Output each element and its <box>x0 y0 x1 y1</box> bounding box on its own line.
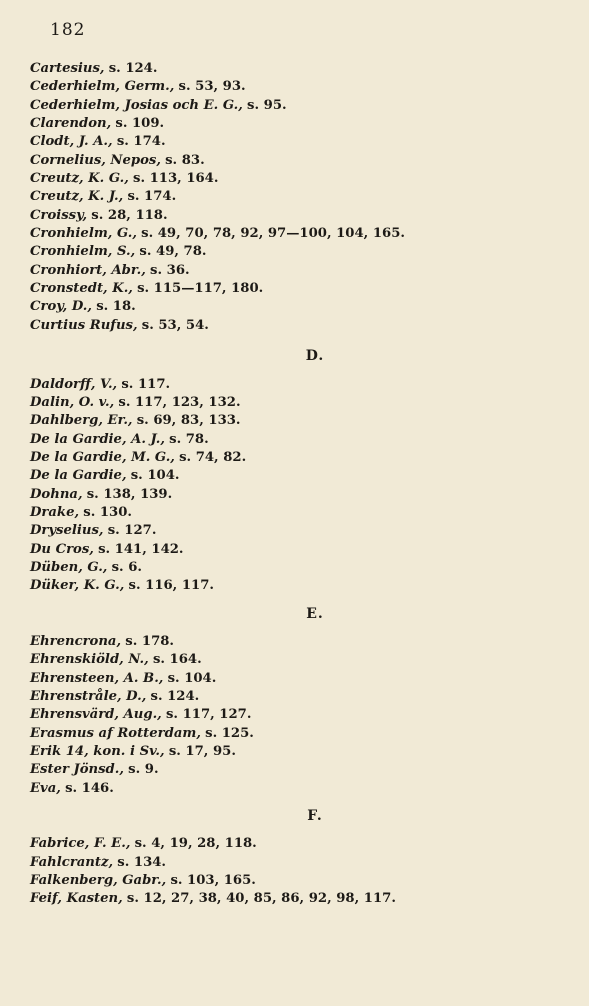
index-entry <box>30 225 570 243</box>
index-entry <box>30 835 570 853</box>
entry-refs: s. 164. <box>152 652 202 668</box>
index-entry <box>30 78 570 96</box>
index-entry <box>30 541 570 559</box>
entry-name: Ester Jönsd., <box>30 762 124 778</box>
entry-name: Croy, D., <box>30 299 92 315</box>
entry-refs: s. 95. <box>247 97 287 113</box>
index-entry <box>30 376 570 394</box>
entry-refs: s. 53, 93. <box>178 79 246 95</box>
index-entry <box>30 854 570 872</box>
entry-refs: s. 124. <box>108 61 158 76</box>
index-entry <box>30 467 570 485</box>
index-entry <box>30 743 570 761</box>
entry-name: Creutz, K. J., <box>30 189 124 205</box>
index-entry <box>30 317 570 335</box>
index-entry <box>30 688 570 706</box>
entry-refs: s. 4, 19, 28, 118. <box>134 836 257 852</box>
index-entry <box>30 133 570 151</box>
index-group-d <box>30 376 570 596</box>
entry-name: Cartesius, <box>30 61 105 76</box>
entry-refs: s. 178. <box>125 633 175 649</box>
index-entry <box>30 431 570 449</box>
index-entry <box>30 412 570 430</box>
index-group-f <box>30 835 570 908</box>
entry-name: Ehrensvärd, Aug., <box>30 707 162 723</box>
entry-name: Erik 14, kon. i Sv., <box>30 744 165 760</box>
index-entry <box>30 394 570 412</box>
entry-refs: s. 103, 165. <box>170 873 256 889</box>
index-entry <box>30 780 570 798</box>
index-entry <box>30 97 570 115</box>
entry-refs: s. 146. <box>65 780 114 796</box>
entry-refs: s. 117, 123, 132. <box>118 394 241 410</box>
entry-name: Feif, Kasten, <box>30 891 123 907</box>
entry-name: Drake, <box>30 504 80 520</box>
entry-refs: s. 113, 164. <box>133 171 219 187</box>
entry-name: Clarendon, <box>30 116 112 132</box>
index-entry <box>30 188 570 206</box>
entry-name: Curtius Rufus, <box>30 317 138 333</box>
index-group-c <box>30 60 570 335</box>
entry-name: Eva, <box>30 780 61 796</box>
index-entry <box>30 243 570 261</box>
entry-name: Cornelius, Nepos, <box>30 152 161 168</box>
entry-refs: s. 115—117, 180. <box>137 281 264 297</box>
index-entry <box>30 115 570 133</box>
entry-refs: s. 174. <box>127 189 177 205</box>
entry-refs: s. 124. <box>150 689 200 704</box>
entry-refs: s. 74, 82. <box>179 449 247 465</box>
entry-refs: s. 138, 139. <box>86 486 173 502</box>
entry-name: Daldorff, V., <box>30 376 118 392</box>
section-letter-f: F. <box>307 808 323 825</box>
index-entry <box>30 651 570 669</box>
entry-name: Dryselius, <box>30 523 104 539</box>
entry-refs: s. 127. <box>107 523 157 539</box>
entry-name: Düben, G., <box>30 559 108 575</box>
entry-name: De la Gardie, A. J., <box>30 431 165 447</box>
section-letter-d: D. <box>305 348 325 365</box>
entry-refs: s. 53, 54. <box>141 317 209 333</box>
index-list <box>30 60 570 909</box>
entry-name: Cronhielm, G., <box>30 226 137 242</box>
index-entry <box>30 207 570 225</box>
entry-refs: s. 36. <box>150 262 190 278</box>
page-number: 182 <box>50 20 86 40</box>
entry-name: Cronhiort, Abr., <box>30 262 146 278</box>
entry-name: De la Gardie, <box>30 468 127 484</box>
index-entry <box>30 60 570 78</box>
entry-name: Creutz, K. G., <box>30 171 129 187</box>
entry-name: Cederhielm, Germ., <box>30 79 175 95</box>
entry-name: Dohna, <box>30 486 83 502</box>
entry-refs: s. 125. <box>205 725 254 741</box>
entry-refs: s. 9. <box>128 762 159 778</box>
entry-name: Cronstedt, K., <box>30 281 133 297</box>
index-entry <box>30 170 570 188</box>
entry-refs: s. 104. <box>130 468 180 484</box>
entry-name: Croissy, <box>30 207 88 223</box>
index-entry <box>30 280 570 298</box>
index-entry <box>30 761 570 779</box>
entry-refs: s. 109. <box>115 116 165 132</box>
entry-name: Fahlcrantz, <box>30 854 114 870</box>
entry-refs: s. 174. <box>116 134 166 150</box>
index-entry <box>30 449 570 467</box>
entry-name: Fabrice, F. E., <box>30 836 131 852</box>
index-entry <box>30 633 570 651</box>
entry-name: Cederhielm, Josias och E. G., <box>30 97 243 113</box>
entry-name: De la Gardie, M. G., <box>30 449 175 465</box>
entry-refs: s. 130. <box>83 504 132 520</box>
index-entry <box>30 486 570 504</box>
index-entry <box>30 725 570 743</box>
index-entry <box>30 670 570 688</box>
entry-refs: s. 104. <box>167 670 217 686</box>
entry-refs: s. 117. <box>121 376 171 392</box>
entry-name: Dahlberg, Er., <box>30 413 133 429</box>
entry-name: Ehrencrona, <box>30 633 122 649</box>
entry-name: Erasmus af Rotterdam, <box>30 725 201 741</box>
entry-refs: s. 6. <box>111 559 142 575</box>
index-entry <box>30 152 570 170</box>
entry-refs: s. 28, 118. <box>91 207 168 223</box>
entry-refs: s. 49, 70, 78, 92, 97—100, 104, 165. <box>141 226 405 242</box>
entry-name: Cronhielm, S., <box>30 244 136 260</box>
index-entry <box>30 706 570 724</box>
entry-refs: s. 78. <box>169 431 209 447</box>
entry-refs: s. 18. <box>96 299 136 315</box>
entry-name: Du Cros, <box>30 541 94 557</box>
entry-name: Düker, K. G., <box>30 578 125 594</box>
index-entry <box>30 577 570 595</box>
index-entry <box>30 262 570 280</box>
entry-name: Ehrensteen, A. B., <box>30 670 164 686</box>
entry-refs: s. 116, 117. <box>128 578 214 594</box>
entry-refs: s. 17, 95. <box>168 744 236 760</box>
entry-name: Ehrenskiöld, N., <box>30 652 149 668</box>
entry-name: Dalin, O. v., <box>30 394 115 410</box>
index-entry <box>30 872 570 890</box>
entry-name: Falkenberg, Gabr., <box>30 873 167 889</box>
entry-name: Clodt, J. A., <box>30 134 113 150</box>
index-entry <box>30 890 570 908</box>
entry-refs: s. 83. <box>165 152 205 168</box>
section-letter-e: E. <box>306 605 324 622</box>
entry-refs: s. 141, 142. <box>98 541 184 557</box>
entry-refs: s. 49, 78. <box>139 244 207 260</box>
index-entry <box>30 504 570 522</box>
entry-refs: s. 12, 27, 38, 40, 85, 86, 92, 98, 117. <box>126 891 396 907</box>
index-entry <box>30 522 570 540</box>
index-group-e <box>30 633 570 798</box>
entry-refs: s. 134. <box>117 854 167 870</box>
entry-name: Ehrenstråle, D., <box>30 689 147 704</box>
index-entry <box>30 298 570 316</box>
entry-refs: s. 69, 83, 133. <box>136 413 241 429</box>
entry-refs: s. 117, 127. <box>165 707 252 723</box>
index-entry <box>30 559 570 577</box>
